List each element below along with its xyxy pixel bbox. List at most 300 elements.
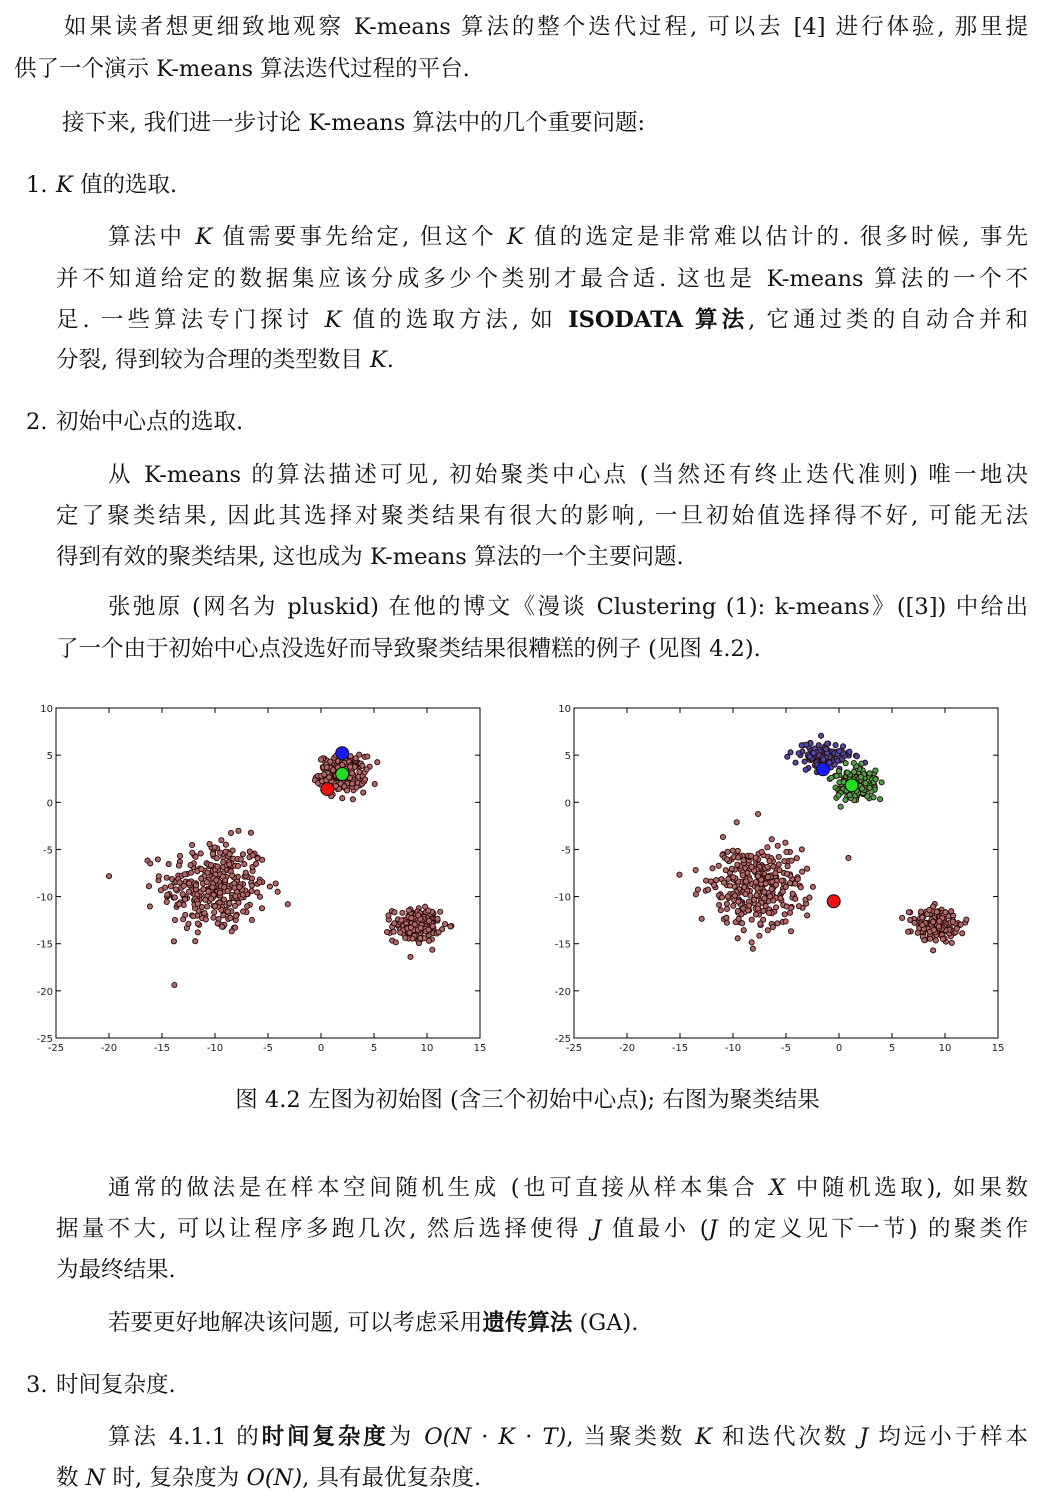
data-point — [918, 909, 923, 914]
item1-para-line-3: 足. 一些算法专门探讨 K 值的选取方法, 如 ISODATA 算法, 它通过类的自动合并和 — [56, 307, 1029, 333]
data-point — [233, 913, 238, 918]
y-tick-label: 10 — [558, 704, 571, 715]
y-tick-label: 10 — [40, 704, 53, 715]
data-point — [736, 855, 741, 860]
data-point — [794, 856, 799, 861]
data-point — [747, 903, 752, 908]
data-point — [230, 873, 235, 878]
data-point — [732, 893, 737, 898]
item1-title-text: 值的选取. — [72, 172, 178, 198]
data-point — [725, 849, 730, 854]
data-point — [949, 940, 954, 945]
data-point — [784, 849, 789, 854]
item3-title: 时间复杂度. — [56, 1372, 176, 1398]
data-point — [399, 918, 404, 923]
data-point — [177, 880, 182, 885]
data-point — [769, 886, 774, 891]
data-point — [340, 796, 345, 801]
data-point — [210, 851, 215, 856]
data-point — [796, 904, 801, 909]
data-point — [851, 760, 856, 765]
data-point — [182, 872, 187, 877]
data-point — [242, 862, 247, 867]
data-point — [743, 879, 748, 884]
data-point — [201, 887, 206, 892]
intro-line-2: 供了一个演示 K-means 算法迭代过程的平台. — [14, 56, 470, 82]
data-point — [199, 876, 204, 881]
data-point — [391, 929, 396, 934]
data-point — [727, 883, 732, 888]
data-point — [703, 878, 708, 883]
data-point — [408, 925, 413, 930]
data-point — [237, 885, 242, 890]
data-point — [361, 790, 366, 795]
data-point — [267, 884, 272, 889]
data-point — [807, 754, 812, 759]
data-point — [422, 904, 427, 909]
data-point — [253, 861, 258, 866]
data-point — [777, 868, 782, 873]
data-point — [203, 917, 208, 922]
data-point — [190, 850, 195, 855]
data-point — [418, 925, 423, 930]
data-point — [954, 926, 959, 931]
y-tick-label: -10 — [36, 892, 53, 904]
data-point — [156, 874, 161, 879]
x-tick-label: -25 — [565, 1043, 583, 1054]
data-point — [785, 864, 790, 869]
data-point — [189, 870, 194, 875]
data-point — [408, 954, 413, 959]
x-tick-label: 5 — [370, 1043, 378, 1054]
data-point — [740, 873, 745, 878]
data-point — [960, 931, 965, 936]
data-point — [183, 912, 188, 917]
data-point — [221, 913, 226, 918]
item1-number: 1. — [26, 172, 48, 198]
data-point — [241, 909, 246, 914]
data-point — [867, 785, 872, 790]
data-point — [168, 884, 173, 889]
data-point — [212, 910, 217, 915]
data-point — [225, 909, 230, 914]
data-point — [410, 936, 415, 941]
data-point — [877, 797, 882, 802]
data-point — [749, 864, 754, 869]
data-point — [350, 797, 355, 802]
data-point — [787, 910, 792, 915]
var-k: K — [56, 172, 73, 198]
item3-para-line-1: 算法 4.1.1 的时间复杂度为 O(N · K · T), 当聚类数 K 和迭代次数 J 均远小于样本 — [108, 1424, 1028, 1450]
data-point — [741, 906, 746, 911]
data-point — [718, 908, 723, 913]
data-point — [834, 773, 839, 778]
data-point — [949, 909, 954, 914]
figure-caption: 图 4.2 左图为初始图 (含三个初始中心点); 右图为聚类结果 — [235, 1087, 820, 1113]
data-point — [240, 852, 245, 857]
data-point — [392, 910, 397, 915]
data-point — [229, 929, 234, 934]
x-tick-label: -20 — [100, 1043, 118, 1054]
data-point — [724, 901, 729, 906]
data-point — [212, 904, 217, 909]
data-point — [950, 919, 955, 924]
data-point — [847, 749, 852, 754]
data-point — [771, 898, 776, 903]
data-point — [186, 921, 191, 926]
data-point — [721, 880, 726, 885]
data-point — [740, 921, 745, 926]
data-point — [322, 772, 327, 777]
data-point — [172, 895, 177, 900]
data-point — [933, 938, 938, 943]
center-point-green — [336, 768, 349, 781]
data-point — [821, 757, 826, 762]
data-point — [724, 920, 729, 925]
data-point — [215, 864, 220, 869]
data-point — [789, 858, 794, 863]
data-point — [845, 770, 850, 775]
data-point — [802, 759, 807, 764]
data-point — [250, 853, 255, 858]
data-point — [920, 922, 925, 927]
data-point — [788, 929, 793, 934]
data-point — [375, 760, 380, 765]
data-point — [285, 902, 290, 907]
data-point — [736, 916, 741, 921]
data-point — [784, 871, 789, 876]
y-tick-label: 5 — [564, 751, 571, 763]
data-point — [749, 917, 754, 922]
data-point — [922, 938, 927, 943]
data-point — [384, 929, 389, 934]
data-point — [906, 910, 911, 915]
x-tick-label: 10 — [938, 1043, 952, 1054]
data-point — [928, 936, 933, 941]
data-point — [350, 781, 355, 786]
data-point — [860, 786, 865, 791]
data-point — [214, 856, 219, 861]
data-point — [227, 852, 232, 857]
data-point — [188, 862, 193, 867]
data-point — [155, 857, 160, 862]
data-point — [858, 774, 863, 779]
data-point — [761, 908, 766, 913]
data-point — [731, 875, 736, 880]
data-point — [199, 867, 204, 872]
item2-para3-line-3: 为最终结果. — [56, 1257, 176, 1283]
next-paragraph: 接下来, 我们进一步讨论 K-means 算法中的几个重要问题: — [62, 110, 646, 136]
center-point-green — [845, 779, 858, 792]
data-point — [725, 894, 730, 899]
data-point — [677, 872, 682, 877]
x-tick-label: 10 — [420, 1043, 434, 1054]
data-point — [934, 909, 939, 914]
data-point — [164, 875, 169, 880]
y-tick-label: -5 — [561, 845, 571, 857]
data-point — [943, 910, 948, 915]
data-point — [187, 881, 192, 886]
item2-para2-line-2: 了一个由于初始中心点没选好而导致聚类结果很糟糕的例子 (见图 4.2). — [56, 636, 761, 662]
x-tick-label: 0 — [317, 1043, 325, 1054]
data-point — [717, 902, 722, 907]
data-point — [426, 927, 431, 932]
data-point — [426, 918, 431, 923]
data-point — [699, 916, 704, 921]
data-point — [438, 909, 443, 914]
data-point — [735, 936, 740, 941]
data-point — [765, 864, 770, 869]
data-point — [724, 906, 729, 911]
y-tick-label: -10 — [554, 892, 571, 904]
data-point — [829, 775, 834, 780]
data-point — [931, 927, 936, 932]
data-point — [165, 892, 170, 897]
data-point — [753, 880, 758, 885]
data-point — [776, 862, 781, 867]
data-point — [840, 744, 845, 749]
data-point — [793, 760, 798, 765]
data-point — [742, 885, 747, 890]
data-point — [193, 883, 198, 888]
data-point — [775, 921, 780, 926]
data-point — [249, 917, 254, 922]
y-tick-label: 0 — [564, 798, 571, 810]
data-point — [693, 867, 698, 872]
data-point — [208, 863, 213, 868]
data-point — [863, 781, 868, 786]
item2-para2-line-1: 张弛原 (网名为 pluskid) 在他的博文《漫谈 Clustering (1): k-means》([3]) 中给出 — [108, 594, 1028, 620]
data-point — [793, 896, 798, 901]
data-point — [158, 888, 163, 893]
y-tick-label: -25 — [36, 1034, 53, 1045]
data-point — [214, 878, 219, 883]
data-point — [767, 858, 772, 863]
data-point — [364, 767, 369, 772]
intro-line-1: 如果读者想更细致地观察 K-means 算法的整个迭代过程, 可以去 [4] 进行体验, 那里提 — [64, 14, 1028, 40]
data-point — [331, 768, 336, 773]
data-point — [719, 895, 724, 900]
data-point — [228, 915, 233, 920]
data-point — [873, 777, 878, 782]
data-point — [729, 866, 734, 871]
item2-para1-line-3: 得到有效的聚类结果, 这也成为 K-means 算法的一个主要问题. — [56, 544, 684, 570]
data-point — [275, 889, 280, 894]
data-point — [758, 921, 763, 926]
data-point — [766, 910, 771, 915]
data-point — [833, 743, 838, 748]
data-point — [734, 820, 739, 825]
data-point — [782, 912, 787, 917]
item2-title: 初始中心点的选取. — [56, 409, 244, 435]
data-point — [393, 940, 398, 945]
data-point — [838, 804, 843, 809]
data-point — [805, 913, 810, 918]
data-point — [859, 761, 864, 766]
data-point — [195, 901, 200, 906]
data-point — [803, 767, 808, 772]
data-point — [765, 928, 770, 933]
data-point — [873, 768, 878, 773]
data-point — [177, 853, 182, 858]
data-point — [106, 874, 111, 879]
data-point — [228, 830, 233, 835]
data-point — [409, 915, 414, 920]
data-point — [173, 887, 178, 892]
data-point — [915, 930, 920, 935]
data-point — [762, 896, 767, 901]
data-point — [783, 840, 788, 845]
y-tick-label: -5 — [43, 845, 53, 857]
data-point — [778, 896, 783, 901]
data-point — [147, 904, 152, 909]
data-point — [754, 893, 759, 898]
data-point — [235, 863, 240, 868]
data-point — [166, 861, 171, 866]
item1-para-line-1: 算法中 K 值需要事先给定, 但这个 K 值的选定是非常难以估计的. 很多时候, 事先 — [108, 224, 1029, 250]
scatter-chart-left — [30, 700, 490, 1060]
data-point — [741, 858, 746, 863]
data-point — [442, 921, 447, 926]
data-point — [790, 891, 795, 896]
data-point — [189, 842, 194, 847]
data-point — [217, 890, 222, 895]
item3-para-line-2: 数 N 时, 复杂度为 O(N), 具有最优复杂度. — [56, 1465, 482, 1491]
data-point — [774, 905, 779, 910]
y-tick-label: 0 — [46, 798, 53, 810]
data-point — [171, 939, 176, 944]
data-point — [406, 908, 411, 913]
data-point — [748, 853, 753, 858]
data-point — [195, 921, 200, 926]
data-point — [180, 892, 185, 897]
x-tick-label: -5 — [263, 1043, 273, 1054]
figure-left-initial — [30, 700, 490, 1060]
data-point — [164, 899, 169, 904]
data-point — [807, 895, 812, 900]
item2-number: 2. — [26, 409, 48, 435]
data-point — [362, 777, 367, 782]
data-point — [836, 793, 841, 798]
data-point — [182, 897, 187, 902]
data-point — [324, 765, 329, 770]
data-point — [755, 874, 760, 879]
data-point — [327, 775, 332, 780]
data-point — [964, 917, 969, 922]
data-point — [448, 924, 453, 929]
data-point — [755, 886, 760, 891]
data-point — [755, 811, 760, 816]
data-point — [208, 896, 213, 901]
x-tick-label: 15 — [991, 1043, 1005, 1054]
data-point — [720, 834, 725, 839]
data-point — [365, 754, 370, 759]
data-point — [804, 742, 809, 747]
data-point — [706, 887, 711, 892]
plot-frame — [56, 708, 480, 1038]
data-point — [788, 750, 793, 755]
item2-para1-line-2: 定了聚类结果, 因此其选择对聚类结果有很大的影响, 一旦初始值选择得不好, 可能无法 — [56, 503, 1028, 529]
data-point — [219, 838, 224, 843]
data-point — [712, 882, 717, 887]
center-point-blue — [817, 763, 830, 776]
data-point — [871, 795, 876, 800]
data-point — [386, 913, 391, 918]
data-point — [198, 851, 203, 856]
data-point — [260, 857, 265, 862]
data-point — [770, 924, 775, 929]
data-point — [710, 866, 715, 871]
data-point — [418, 936, 423, 941]
data-point — [796, 751, 801, 756]
data-point — [912, 920, 917, 925]
data-point — [762, 890, 767, 895]
data-point — [227, 901, 232, 906]
data-point — [741, 928, 746, 933]
data-point — [818, 733, 823, 738]
data-point — [931, 948, 936, 953]
data-point — [799, 847, 804, 852]
data-point — [202, 910, 207, 915]
data-point — [193, 939, 198, 944]
item2-para1-line-1: 从 K-means 的算法描述可见, 初始聚类中心点 (当然还有终止迭代准则) 唯一地决 — [108, 462, 1028, 488]
data-point — [784, 904, 789, 909]
data-point — [318, 757, 323, 762]
scatter-chart-right — [548, 700, 1008, 1060]
data-point — [172, 982, 177, 987]
data-point — [203, 897, 208, 902]
data-point — [906, 929, 911, 934]
data-point — [765, 845, 770, 850]
data-point — [716, 863, 721, 868]
data-point — [804, 866, 809, 871]
data-point — [212, 845, 217, 850]
data-point — [357, 752, 362, 757]
data-point — [730, 848, 735, 853]
data-point — [787, 881, 792, 886]
data-point — [920, 915, 925, 920]
center-point-blue — [336, 747, 349, 760]
data-point — [769, 837, 774, 842]
data-point — [222, 885, 227, 890]
data-point — [782, 859, 787, 864]
data-point — [773, 882, 778, 887]
data-point — [837, 748, 842, 753]
data-point — [148, 861, 153, 866]
data-point — [249, 883, 254, 888]
data-point — [207, 841, 212, 846]
data-point — [714, 877, 719, 882]
data-point — [936, 924, 941, 929]
data-point — [735, 908, 740, 913]
center-point-red — [827, 895, 840, 908]
data-point — [743, 892, 748, 897]
data-point — [177, 901, 182, 906]
data-point — [724, 857, 729, 862]
data-point — [757, 933, 762, 938]
data-point — [900, 915, 905, 920]
item2-para3-line-1: 通常的做法是在样本空间随机生成 (也可直接从样本集合 X 中随机选取), 如果数 — [108, 1175, 1028, 1201]
data-point — [810, 884, 815, 889]
data-point — [776, 854, 781, 859]
data-point — [238, 857, 243, 862]
data-point — [749, 940, 754, 945]
data-point — [273, 881, 278, 886]
data-point — [398, 930, 403, 935]
x-tick-label: 5 — [888, 1043, 896, 1054]
item1-para-line-4: 分裂, 得到较为合理的类型数目 K. — [56, 347, 394, 373]
data-point — [937, 919, 942, 924]
